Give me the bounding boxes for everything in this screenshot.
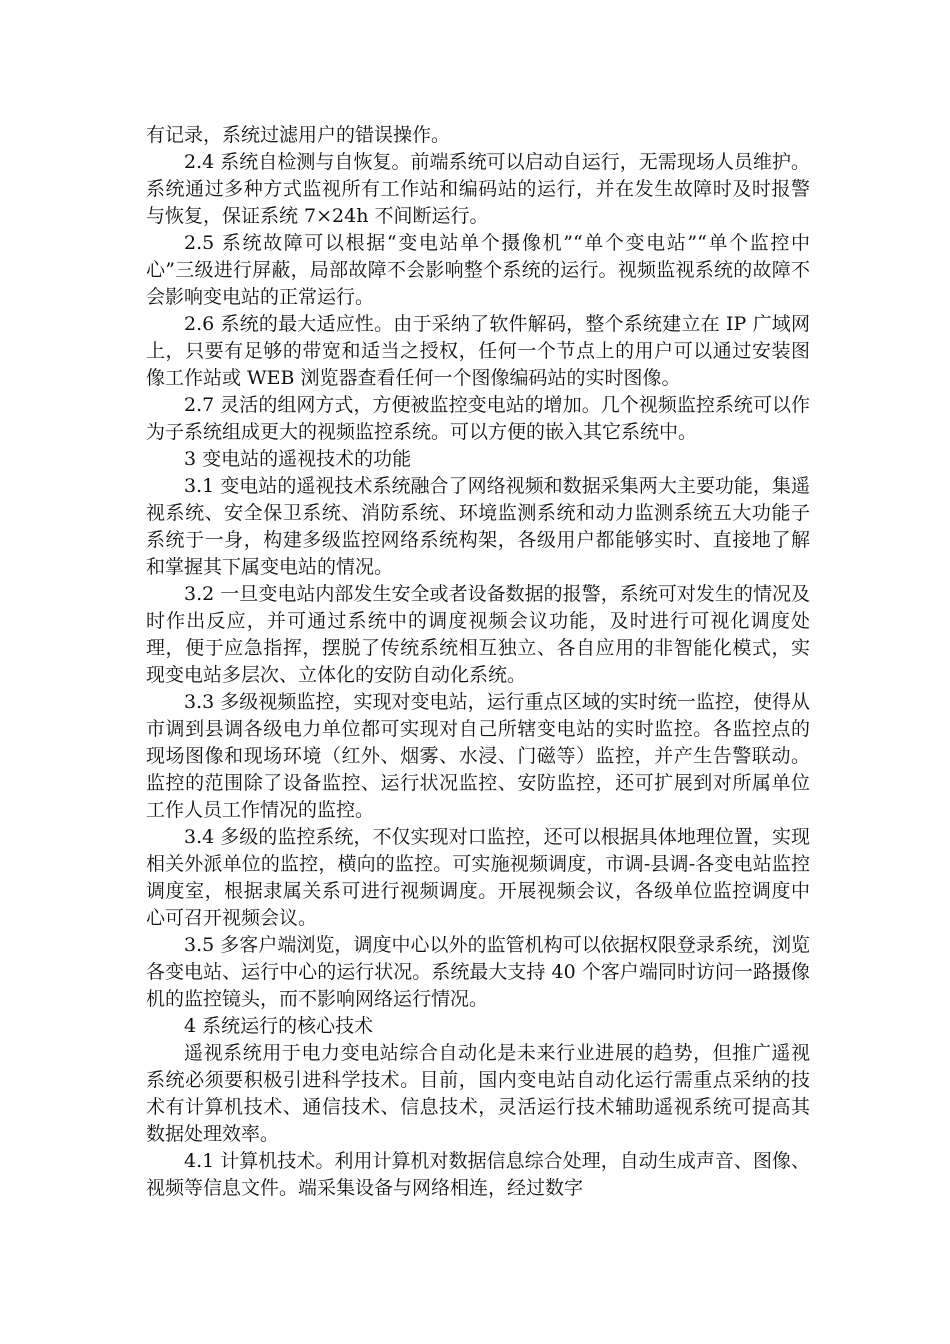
paragraph-3-3: 3.3 多级视频监控，实现对变电站，运行重点区域的实时统一监控，使得从市调到县调各级电力单位都可实现对自己所辖变电站的实时监控。各监控点的现场图像和现场环境（红外、烟雾、水浸、门磁等）监控，并产生告警联动。监控的范围除了设备监控、运行状况监控、安防监控，还可扩展到对所属单位工作人员工作情况的监控。 (146, 691, 810, 821)
paragraph-2-4: 2.4 系统自检测与自恢复。前端系统可以启动自运行，无需现场人员维护。系统通过多种方式监视所有工作站和编码站的运行，并在发生故障时及时报警与恢复，保证系统 7×24h 不间断运行。 (146, 151, 810, 227)
section-heading-4: 4 系统运行的核心技术 (184, 1015, 374, 1037)
paragraph-3-5: 3.5 多客户端浏览，调度中心以外的监管机构可以依据权限登录系统，浏览各变电站、运行中心的运行状况。系统最大支持 40 个客户端同时访问一路摄像机的监控镜头，而不影响网络运行情况。 (146, 934, 810, 1010)
paragraph-2-7: 2.7 灵活的组网方式，方便被监控变电站的增加。几个视频监控系统可以作为子系统组成更大的视频监控系统。可以方便的嵌入其它系统中。 (146, 394, 810, 443)
paragraph-4-1: 4.1 计算机技术。利用计算机对数据信息综合处理，自动生成声音、图像、视频等信息文件。端采集设备与网络相连，经过数字 (146, 1150, 810, 1199)
paragraph-2-5: 2.5 系统故障可以根据“变电站单个摄像机”“单个变电站”“单个监控中心”三级进行屏蔽，局部故障不会影响整个系统的运行。视频监视系统的故障不会影响变电站的正常运行。 (146, 232, 810, 308)
paragraph-3-4: 3.4 多级的监控系统，不仅实现对口监控，还可以根据具体地理位置，实现相关外派单位的监控，横向的监控。可实施视频调度，市调-县调-各变电站监控调度室，根据隶属关系可进行视频调度。开展视频会议，各级单位监控调度中心可召开视频会议。 (146, 826, 810, 929)
section-heading-3: 3 变电站的遥视技术的功能 (184, 448, 412, 470)
paragraph-3-2: 3.2 一旦变电站内部发生安全或者设备数据的报警，系统可对发生的情况及时作出反应，并可通过系统中的调度视频会议功能，及时进行可视化调度处理，便于应急指挥，摆脱了传统系统相互独立、各自应用的非智能化模式，实现变电站多层次、立体化的安防自动化系统。 (146, 583, 810, 686)
document-page (146, 122, 810, 1202)
paragraph-continuation: 有记录，系统过滤用户的错误操作。 (146, 124, 451, 146)
paragraph-3-1: 3.1 变电站的遥视技术系统融合了网络视频和数据采集两大主要功能，集遥视系统、安全保卫系统、消防系统、环境监测系统和动力监测系统五大功能子系统于一身，构建多级监控网络系统构架，各级用户都能够实时、直接地了解和掌握其下属变电站的情况。 (146, 475, 810, 578)
paragraph-4-intro: 遥视系统用于电力变电站综合自动化是未来行业进展的趋势，但推广遥视系统必须要积极引进科学技术。目前，国内变电站自动化运行需重点采纳的技术有计算机技术、通信技术、信息技术，灵活运行技术辅助遥视系统可提高其数据处理效率。 (146, 1042, 810, 1145)
paragraph-2-6: 2.6 系统的最大适应性。由于采纳了软件解码，整个系统建立在 IP 广域网上，只要有足够的带宽和适当之授权，任何一个节点上的用户可以通过安装图像工作站或 WEB 浏览器查看任何一个图像编码站的实时图像。 (146, 313, 810, 389)
